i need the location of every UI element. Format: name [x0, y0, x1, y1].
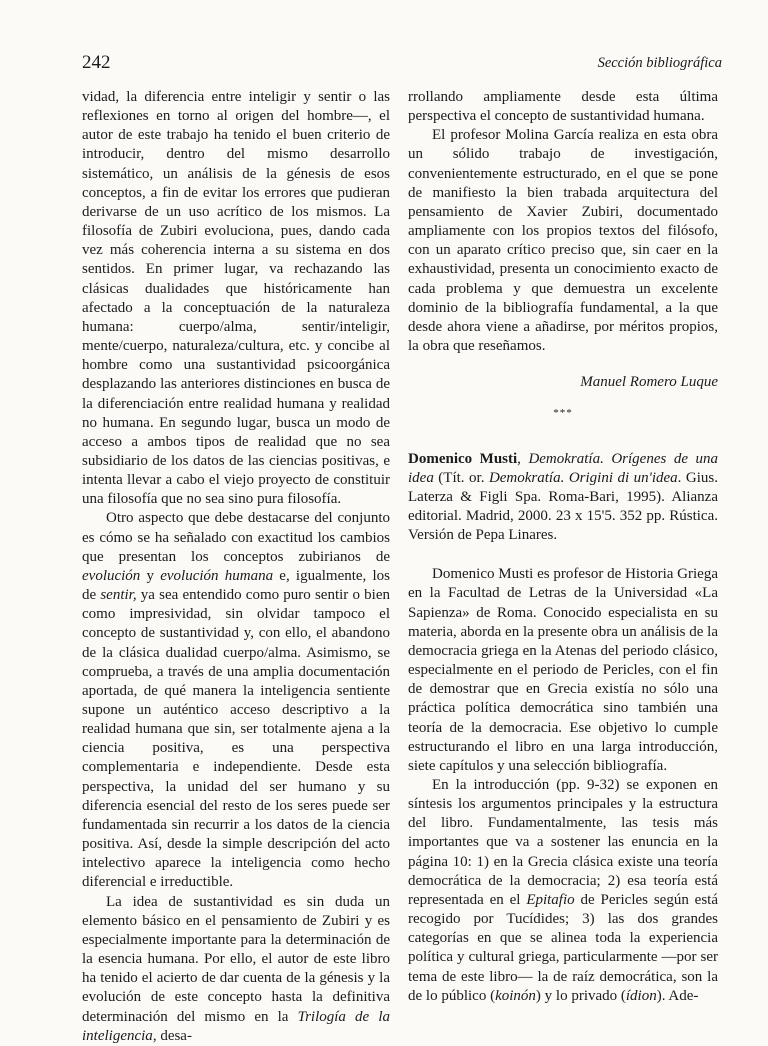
right-column [408, 88, 718, 1006]
book-title: Demokratía. Orígenes de una idea [408, 450, 719, 486]
left-column [82, 88, 390, 1046]
paragraph: El profesor Molina García realiza en esta obra un sólido trabajo de investigación, convenientemente estructurado, en el que se pone de manifiesto la bien trabada arquitectura del pensamiento de Xavier Zubiri, documentado ampliamente con los propios textos del filósofo, con un aparato crítico preciso que, sin caer en la exhaustividad, presenta un conocimiento exacto de cada problema y que demuestra un excelente dominio de la bibliografía fundamental, a la que desde ahora viene a añadirse, por méritos propios, la obra que reseñamos. [408, 127, 718, 355]
book-author: Domenico Musti [408, 450, 518, 467]
paragraph: vidad, la diferencia entre inteligir y sentir o las reflexiones en torno al origen del hombre—, el autor de este trabajo ha tenido el buen criterio de introducir, dentro del mismo desarrollo sistemático, un análisis de la génesis de esos conceptos, a fin de evitar los errores que pudieran derivarse de un uso acrítico de los mismos. La filosofía de Zubiri evoluciona, pues, dando cada vez más coherencia interna a su sistema en dos sentidos. En primer lugar, va rechazando las clásicas dualidades que históricamente han afectado a la conceptuación de la naturaleza humana: cuerpo/alma, sentir/inteligir, mente/cuerpo, naturaleza/cultura, etc. y concibe al hombre como una sustantividad psicoorgánica desplazando las anteriores distinciones en busca de la diferenciación entre realidad humana y realidad no humana. En segundo lugar, busca un modo de acceso a ambos tipos de realidad que no sea subsidiario de los datos de las ciencias positivas, e intenta llevar a cabo el viejo proyecto de constituir una filosofía que no sea sino pura filosofía. [82, 89, 390, 508]
paragraph: En la introducción (pp. 9-32) se exponen en síntesis los argumentos principales y la estructura del libro. Fundamentalmente, las tesis más importantes que va a sostener las enuncia en la página 10: 1) en la Grecia clásica existe una teoría democrática de la democracia; 2) esa teoría está representada en el Epitafio de Pericles según está recogido por Tucídides; 3) las dos grandes categorías en que se alinea toda la experiencia política y cultural griega, particularmente —por ser tema de este libro— la de raíz democrática, son la de lo público (koinón) y lo privado (ídion). Ade- [408, 777, 718, 1004]
page-header [82, 52, 722, 74]
reviewer-signature: Manuel Romero Luque [580, 374, 718, 391]
paragraph: rrollando ampliamente desde esta última perspectiva el concepto de sustantividad humana. [408, 89, 718, 125]
section-separator: *** [553, 407, 573, 420]
paragraph: La idea de sustantividad es sin duda un elemento básico en el pensamiento de Zubiri y es especialmente importante para la determinación de la esencia humana. Por ello, el autor de este libro ha tenido el acierto de dar cuenta de la génesis y la evolución de este concepto hasta la definitiva determinación del mismo en la Trilogía de la inteligencia, desa- [82, 893, 390, 1044]
paragraph: Domenico Musti es profesor de Historia Griega en la Facultad de Letras de la Universidad «La Sapienza» de Roma. Conocido especialista en su materia, aborda en la presente obra un análisis de la democracia griega en la Atenas del periodo clásico, especialmente en el periodo de Pericles, con el fin de demostrar que en Grecia existía no sólo una práctica política democrática sino también una teoría de la democracia. Ese objetivo lo cumple estructurando el libro en una larga introducción, siete capítulos y una selección bibliografía. [408, 566, 718, 774]
paragraph: Otro aspecto que debe destacarse del conjunto es cómo se ha señalado con exactitud los cambios que presentan los conceptos zubirianos de evolución y evolución humana e, igualmente, los de sentir, ya sea entendido como puro sentir o bien como impresividad, sin olvidar tampoco el concepto de sustantividad y, con ello, el abandono de la clásica dualidad cuerpo/alma. Asimismo, se comprueba, a través de una amplia documentación aportada, de qué manera la inteligencia sentiente supone un auténtico acceso descriptivo a la realidad humana que sin, ser totalmente ajena a la ciencia positiva, es una perspectiva complementaria e independiente. Desde esta perspectiva, la unidad del ser humano y su diferencia esencial del resto de los seres puede ser fundamentada sin recurrir a los datos de la ciencia positiva. Así, desde la simple descripción del acto intelectivo aparece la inteligencia como hecho diferencial e irreductible. [82, 510, 391, 891]
bibliographic-entry [408, 450, 718, 546]
original-title: Demokratía. Origini di un'idea [488, 469, 678, 486]
citation: Domenico Musti, Demokratía. Orígenes de una idea (Tít. or. Demokratía. Origini di un'idea. Gius. Laterza & Figli Spa. Roma-Bari, 1995). Alianza editorial. Madrid, 2000. 23 x 15'5. 352 pp. Rústica. Versión de Pepa Linares. [408, 450, 719, 544]
page-number: 242 [82, 52, 111, 73]
running-title: Sección bibliográfica [597, 55, 722, 71]
